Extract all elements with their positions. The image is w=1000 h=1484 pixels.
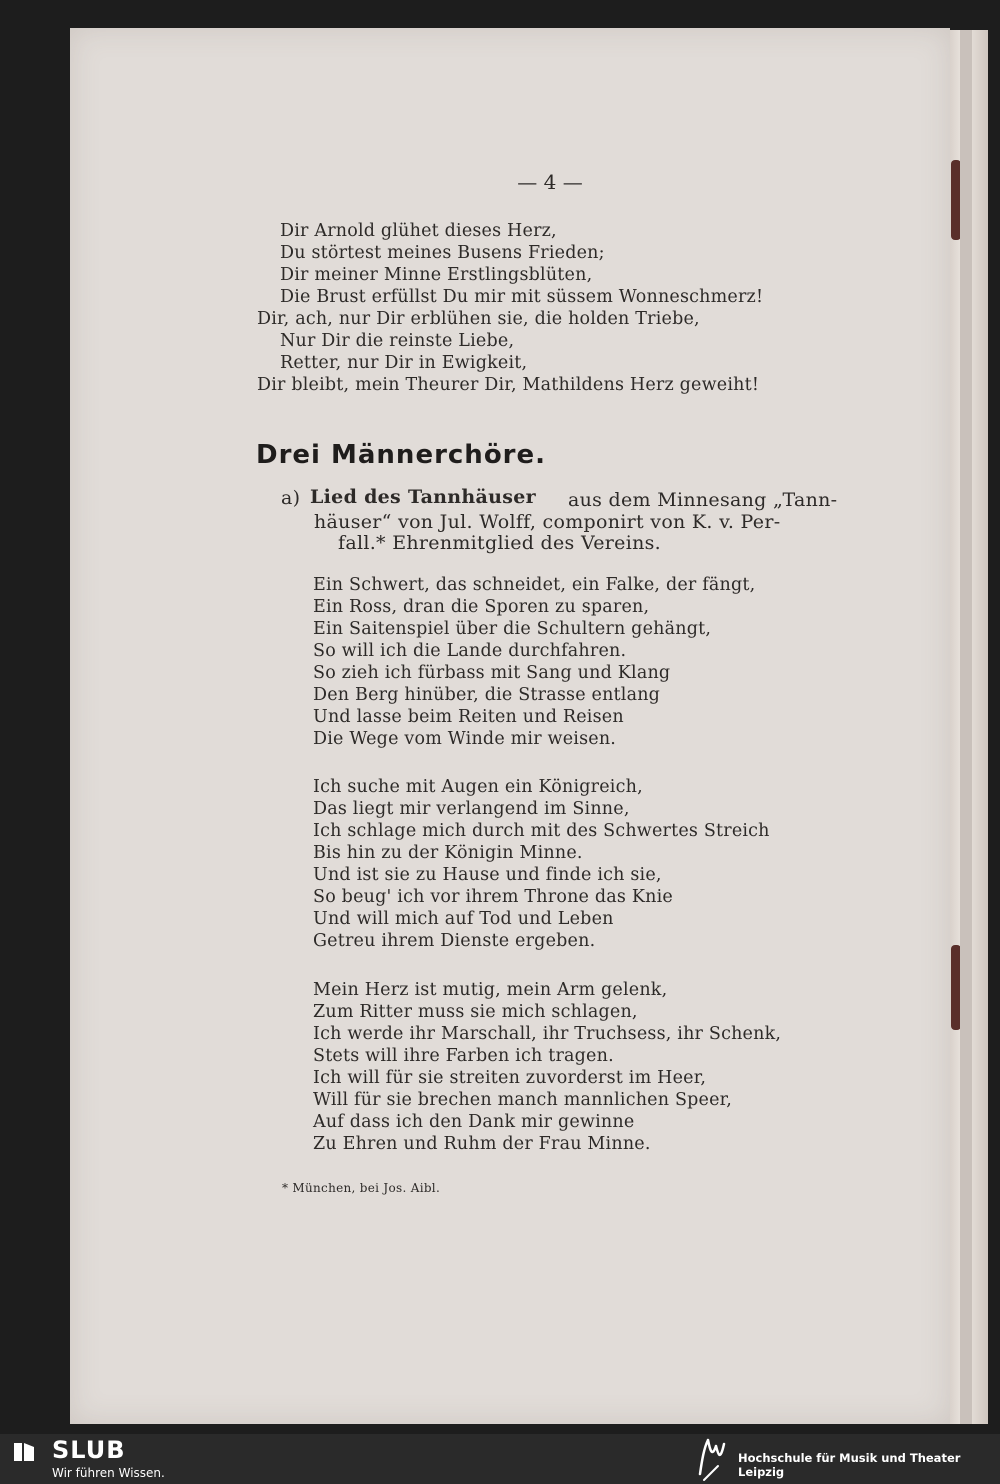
stanza-line: Stets will ihre Farben ich tragen.: [313, 1046, 614, 1066]
library-tagline: Wir führen Wissen.: [52, 1466, 165, 1480]
stanza-line: Das liegt mir verlangend im Sinne,: [313, 799, 630, 819]
stanza-line: Zum Ritter muss sie mich schlagen,: [313, 1002, 638, 1022]
item-line: fall.* Ehrenmitglied des Vereins.: [338, 532, 662, 554]
song-title: Lied des Tannhäuser: [310, 486, 536, 508]
verse-line: Nur Dir die reinste Liebe,: [280, 331, 515, 351]
footer-bar: [0, 1434, 1000, 1484]
stanza-line: Ich suche mit Augen ein Königreich,: [313, 777, 643, 797]
stanza-line: Und ist sie zu Hause und finde ich sie,: [313, 865, 662, 885]
stanza-line: So beug' ich vor ihrem Throne das Knie: [313, 887, 673, 907]
stanza-line: Ein Schwert, das schneidet, ein Falke, der fängt,: [313, 575, 756, 595]
verse-line: Dir Arnold glühet dieses Herz,: [280, 221, 557, 241]
stanza-line: Auf dass ich den Dank mir gewinne: [313, 1112, 635, 1132]
institution-logo-icon: [694, 1436, 728, 1482]
stanza-line: Und lasse beim Reiten und Reisen: [313, 707, 624, 727]
slub-logo-icon: [12, 1440, 36, 1464]
stanza-line: Will für sie brechen manch mannlichen Speer,: [313, 1090, 733, 1110]
stanza-line: Bis hin zu der Königin Minne.: [313, 843, 583, 863]
verse-line: Die Brust erfüllst Du mir mit süssem Wonneschmerz!: [280, 287, 764, 307]
page-edge: [948, 30, 988, 1424]
stanza-line: Die Wege vom Winde mir weisen.: [313, 729, 617, 749]
item-line: aus dem Minnesang „Tann-: [568, 489, 838, 511]
institution-name: Hochschule für Musik und Theater Leipzig: [738, 1451, 961, 1479]
stanza-line: So zieh ich fürbass mit Sang und Klang: [313, 663, 671, 683]
stanza-line: Ich schlage mich durch mit des Schwertes Streich: [313, 821, 770, 841]
item-marker: a): [281, 487, 301, 509]
page-number: — 4 —: [517, 170, 583, 194]
stanza-line: Ein Saitenspiel über die Schultern gehängt,: [313, 619, 712, 639]
verse-line: Dir, ach, nur Dir erblühen sie, die holden Triebe,: [257, 309, 700, 329]
stanza-line: Zu Ehren und Ruhm der Frau Minne.: [313, 1134, 651, 1154]
stanza-line: Getreu ihrem Dienste ergeben.: [313, 931, 596, 951]
stanza-line: Mein Herz ist mutig, mein Arm gelenk,: [313, 980, 668, 1000]
page-edge-strip: [960, 30, 972, 1424]
stanza-line: Ich will für sie streiten zuvorderst im Heer,: [313, 1068, 707, 1088]
stanza-line: Ich werde ihr Marschall, ihr Truchsess, ihr Schenk,: [313, 1024, 782, 1044]
item-line: häuser“ von Jul. Wolff, componirt von K. v. Per-: [314, 511, 781, 533]
footnote: * München, bei Jos. Aibl.: [282, 1181, 441, 1195]
verse-line: Dir meiner Minne Erstlingsblüten,: [280, 265, 593, 285]
verse-line: Dir bleibt, mein Theurer Dir, Mathildens Herz geweiht!: [257, 375, 760, 395]
section-heading: Drei Männerchöre.: [256, 440, 547, 470]
verse-line: Retter, nur Dir in Ewigkeit,: [280, 353, 528, 373]
stanza-line: Und will mich auf Tod und Leben: [313, 909, 614, 929]
library-name: SLUB: [52, 1436, 126, 1464]
stanza-line: Ein Ross, dran die Sporen zu sparen,: [313, 597, 650, 617]
stanza-line: So will ich die Lande durchfahren.: [313, 641, 627, 661]
stanza-line: Den Berg hinüber, die Strasse entlang: [313, 685, 661, 705]
verse-line: Du störtest meines Busens Frieden;: [280, 243, 605, 263]
